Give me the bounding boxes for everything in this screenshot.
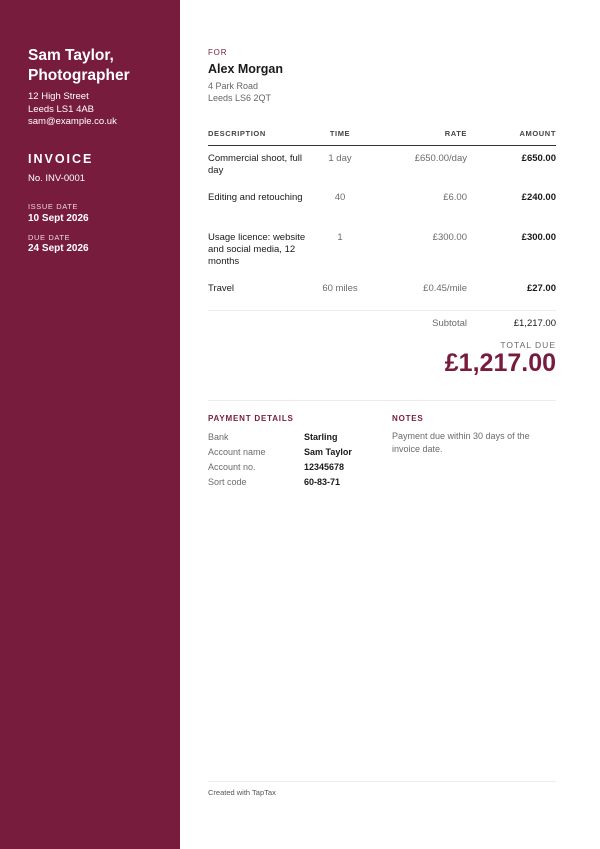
business-email: sam@example.co.uk	[28, 116, 117, 127]
subtotal-label: Subtotal	[432, 318, 467, 329]
payment-label-account-no: Account no.	[208, 462, 256, 472]
row-time: 1	[337, 232, 343, 243]
table-divider	[208, 310, 556, 311]
row-rate: £0.45/mile	[423, 283, 467, 294]
payment-label-bank: Bank	[208, 432, 229, 442]
totals-divider	[208, 400, 556, 401]
total-due-label: TOTAL DUE	[500, 340, 556, 350]
payment-value-bank: Starling	[304, 432, 338, 442]
issue-date: 10 Sept 2026	[28, 213, 89, 224]
row-rate: £6.00	[443, 192, 467, 203]
subtotal-value: £1,217.00	[513, 318, 556, 329]
payment-value-account-no: 12345678	[304, 462, 345, 472]
header-amount: AMOUNT	[519, 129, 556, 138]
row-rate: £300.00	[432, 232, 467, 243]
row-rate: £650.00/day	[414, 153, 467, 164]
header-rate: RATE	[444, 129, 467, 138]
client-street: 4 Park Road	[208, 81, 259, 91]
payment-label-account-name: Account name	[208, 447, 266, 457]
row-description: Commercial shoot, full day	[208, 153, 302, 176]
row-description: Editing and retouching	[208, 192, 303, 203]
notes-heading: NOTES	[392, 414, 424, 423]
payment-value-account-name: Sam Taylor	[304, 447, 352, 457]
header-time: TIME	[329, 129, 351, 138]
business-city: Leeds LS1 4AB	[28, 103, 95, 115]
payment-label-sort-code: Sort code	[208, 477, 247, 487]
footer-divider	[208, 781, 556, 782]
notes-text: Payment due within 30 days of the invoice date.	[392, 431, 530, 454]
payment-details-heading: PAYMENT DETAILS	[208, 414, 294, 423]
due-date: 24 Sept 2026	[28, 243, 89, 254]
row-time: 60 miles	[322, 283, 358, 294]
invoice-body	[208, 0, 556, 849]
row-description: Usage licence: website and social media, 12 months	[208, 232, 306, 267]
issue-date-label: ISSUE DATE	[28, 202, 79, 211]
business-address	[28, 91, 117, 129]
due-date-label: DUE DATE	[28, 233, 71, 242]
row-amount: £27.00	[526, 283, 556, 294]
table-header-divider	[208, 145, 556, 146]
client-city: Leeds LS6 2QT	[208, 93, 272, 103]
row-amount: £240.00	[521, 192, 556, 203]
business-street: 12 High Street	[28, 91, 89, 102]
footer-credit: Created with TapTax	[208, 788, 276, 797]
header-description: DESCRIPTION	[208, 129, 266, 138]
row-time: 1 day	[328, 153, 352, 164]
invoice-number: No. INV-0001	[28, 173, 86, 184]
business-name: Sam Taylor, Photographer	[28, 47, 130, 84]
total-due-value: £1,217.00	[444, 349, 556, 377]
client-address	[208, 80, 271, 104]
row-amount: £300.00	[521, 232, 556, 243]
row-description: Travel	[208, 283, 235, 294]
invoice-heading: INVOICE	[28, 152, 94, 166]
payment-value-sort-code: 60-83-71	[304, 477, 341, 487]
for-label: FOR	[208, 48, 228, 57]
sidebar	[0, 0, 180, 849]
row-time: 40	[334, 192, 346, 203]
client-name: Alex Morgan	[208, 62, 284, 76]
row-amount: £650.00	[521, 153, 556, 164]
